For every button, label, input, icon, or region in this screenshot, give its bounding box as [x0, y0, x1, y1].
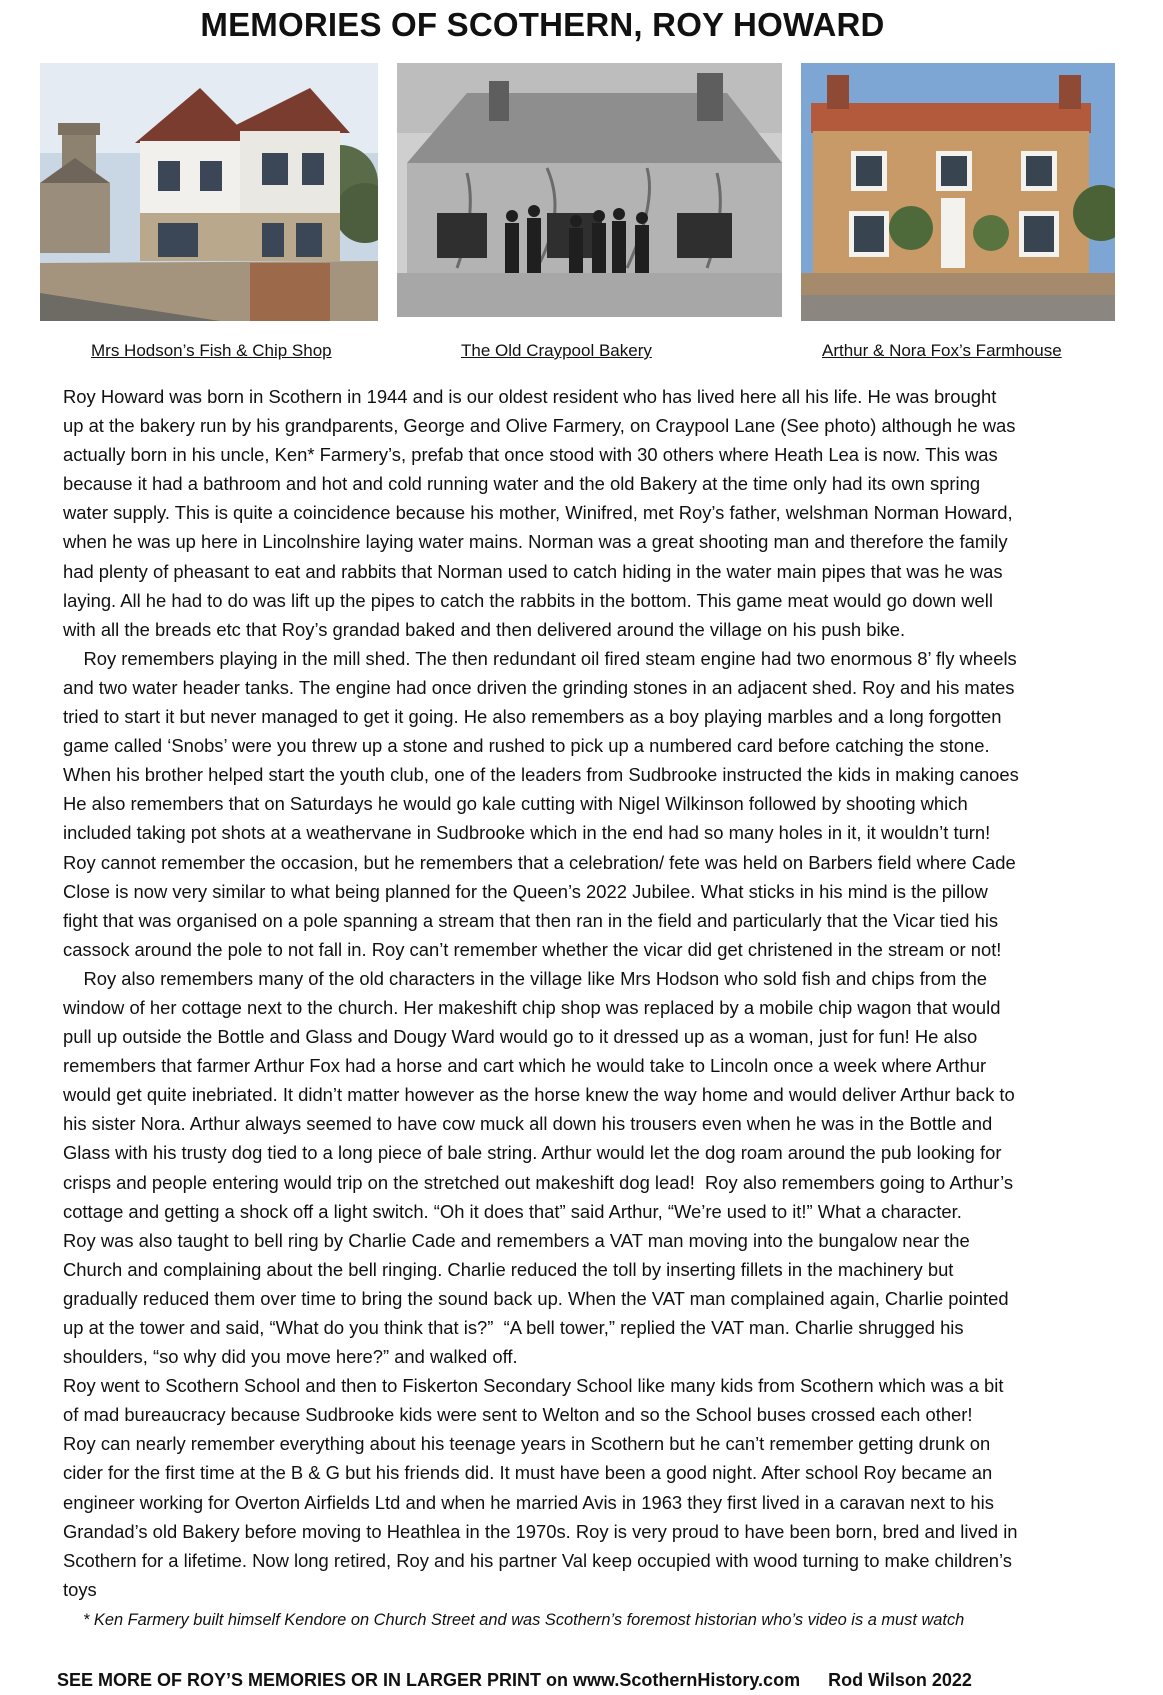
- article-line: Glass with his trusty dog tied to a long piece of bale string. Arthur would let the dog roam around the pub looking for: [63, 1142, 1002, 1164]
- article-line: Roy cannot remember the occasion, but he remembers that a celebration/ fete was held on Barbers field where Cade: [63, 851, 1016, 873]
- footer: [57, 1670, 1137, 1691]
- fish-chip-shop-photo: [40, 63, 378, 321]
- article-line: included taking pot shots at a weathervane in Sudbrooke which in the end had so many holes in it, it wouldn’t turn!: [63, 822, 991, 844]
- article-line: cottage and getting a shock off a light switch. “Oh it does that” said Arthur, “We’re used to it!” What a character.: [63, 1200, 962, 1222]
- article-line: crisps and people entering would trip on the stretched out makeshift dog lead! Roy also remembers going to Arthur’s: [63, 1171, 1014, 1193]
- photo-caption-fish-chip-shop: Mrs Hodson’s Fish & Chip Shop: [91, 341, 332, 360]
- article-line: when he was up here in Lincolnshire laying water mains. Norman was a great shooting man and therefore the family: [63, 531, 1008, 553]
- article-line: and two water header tanks. The engine had once driven the grinding stones in an adjacent shed. Roy and his mates: [63, 676, 1015, 698]
- farmhouse-photo: [801, 63, 1115, 321]
- footnote: * Ken Farmery built himself Kendore on Church Street and was Scothern’s foremost historian who’s video is a must watch: [83, 1611, 965, 1629]
- article-line: of mad bureaucracy because Sudbrooke kids were sent to Welton and so the School buses crossed each other!: [63, 1404, 973, 1426]
- article-line: had plenty of pheasant to eat and rabbits that Norman used to catch hiding in the water main pipes that was he was: [63, 560, 1003, 582]
- article-line: Roy Howard was born in Scothern in 1944 and is our oldest resident who has lived here all his life. He was brought: [63, 386, 997, 407]
- article-line: Roy also remembers many of the old characters in the village like Mrs Hodson who sold fish and chips from the: [63, 967, 988, 989]
- article-line: toys: [63, 1578, 97, 1600]
- footer-text: SEE MORE OF ROY’S MEMORIES OR IN LARGER PRINT on www.ScothernHistory.com: [57, 1670, 801, 1690]
- article-line: shoulders, “so why did you move here?” and walked off.: [63, 1346, 518, 1368]
- article-line: cider for the first time at the B & G but his friends did. It must have been a good night. After school Roy became an: [63, 1462, 993, 1484]
- article-line: Roy was also taught to bell ring by Charlie Cade and remembers a VAT man moving into the bungalow near the: [63, 1229, 970, 1251]
- photo-caption-old-bakery: The Old Craypool Bakery: [461, 341, 652, 360]
- article-line: laying. All he had to do was lift up the pipes to catch the rabbits in the bottom. This game meat would go down well: [63, 589, 993, 611]
- photo-caption-farmhouse: Arthur & Nora Fox’s Farmhouse: [822, 341, 1062, 360]
- article-line: tried to start it but never managed to get it going. He also remembers as a boy playing marbles and a long forgotten: [63, 706, 1002, 728]
- article-line: Grandad’s old Bakery before moving to Heathlea in the 1970s. Roy is very proud to have been born, bred and lived in: [63, 1520, 1018, 1542]
- article-line: actually born in his uncle, Ken* Farmery’s, prefab that once stood with 30 others where Heath Lea is now. This was: [63, 444, 998, 466]
- article-line: his sister Nora. Arthur always seemed to have cow muck all down his trousers even when he was in the Bottle and: [63, 1113, 993, 1135]
- article-line: up at the tower and said, “What do you think that is?” “A bell tower,” replied the VAT man. Charlie shrugged his: [63, 1317, 964, 1338]
- article-line: up at the bakery run by his grandparents, George and Olive Farmery, on Craypool Lane (See photo) although he was: [63, 415, 1016, 437]
- footer-author: Rod Wilson 2022: [828, 1670, 972, 1690]
- article-line: game called ‘Snobs’ were you threw up a stone and rushed to pick up a numbered card before catching the stone.: [63, 735, 990, 757]
- article-line: would get quite inebriated. It didn’t matter however as the horse knew the way home and would deliver Arthur back to: [63, 1084, 1015, 1106]
- article-line: remembers that farmer Arthur Fox had a horse and cart which he would take to Lincoln once a week where Arthur: [63, 1055, 987, 1077]
- article-line: gradually reduced them over time to bring the sound back up. When the VAT man complained again, Charlie pointed: [63, 1287, 1009, 1309]
- page-title: MEMORIES OF SCOTHERN, ROY HOWARD: [200, 6, 885, 43]
- article-line: Roy remembers playing in the mill shed. The then redundant oil fired steam engine had two enormous 8’ fly wheels: [63, 647, 1017, 669]
- article-line: because it had a bathroom and hot and cold running water and the old Bakery at the time only had its own spring: [63, 473, 981, 495]
- article-line: window of her cottage next to the church. Her makeshift chip shop was replaced by a mobile chip wagon that would: [63, 996, 1001, 1018]
- article-line: Roy went to Scothern School and then to Fiskerton Secondary School like many kids from Scothern which was a bit: [63, 1375, 1004, 1397]
- article-line: Scothern for a lifetime. Now long retired, Roy and his partner Val keep occupied with wood turning to make children’s: [63, 1549, 1012, 1571]
- article-line: fight that was organised on a pole spanning a stream that then ran in the field and particularly that the Vicar tied his: [63, 909, 999, 931]
- article-line: When his brother helped start the youth club, one of the leaders from Sudbrooke instructed the kids in making canoes: [63, 764, 1019, 786]
- article-line: Church and complaining about the bell ringing. Charlie reduced the toll by inserting fillets in the machinery but: [63, 1258, 954, 1280]
- article-line: Close is now very similar to what being planned for the Queen’s 2022 Jubilee. What sticks in his mind is the pillow: [63, 880, 988, 902]
- article-line: Roy can nearly remember everything about his teenage years in Scothern but he can’t remember getting drunk on: [63, 1433, 991, 1455]
- article-body: [63, 382, 1115, 1604]
- article-line: engineer working for Overton Airfields Ltd and when he married Avis in 1963 they first lived in a caravan next to his: [63, 1491, 994, 1513]
- article-line: cassock around the pole to not fall in. Roy can’t remember whether the vicar did get christened in the stream or not!: [63, 938, 1002, 960]
- article-line: pull up outside the Bottle and Glass and Dougy Ward would go to it dressed up as a woman, just for fun! He also: [63, 1026, 978, 1048]
- article-line: He also remembers that on Saturdays he would go kale cutting with Nigel Wilkinson followed by shooting which: [63, 793, 968, 815]
- article-line: with all the breads etc that Roy’s grandad baked and then delivered around the village on his push bike.: [63, 618, 906, 640]
- article-line: water supply. This is quite a coincidence because his mother, Winifred, met Roy’s father, welshman Norman Howard,: [63, 502, 1013, 524]
- old-bakery-photo: [397, 63, 782, 317]
